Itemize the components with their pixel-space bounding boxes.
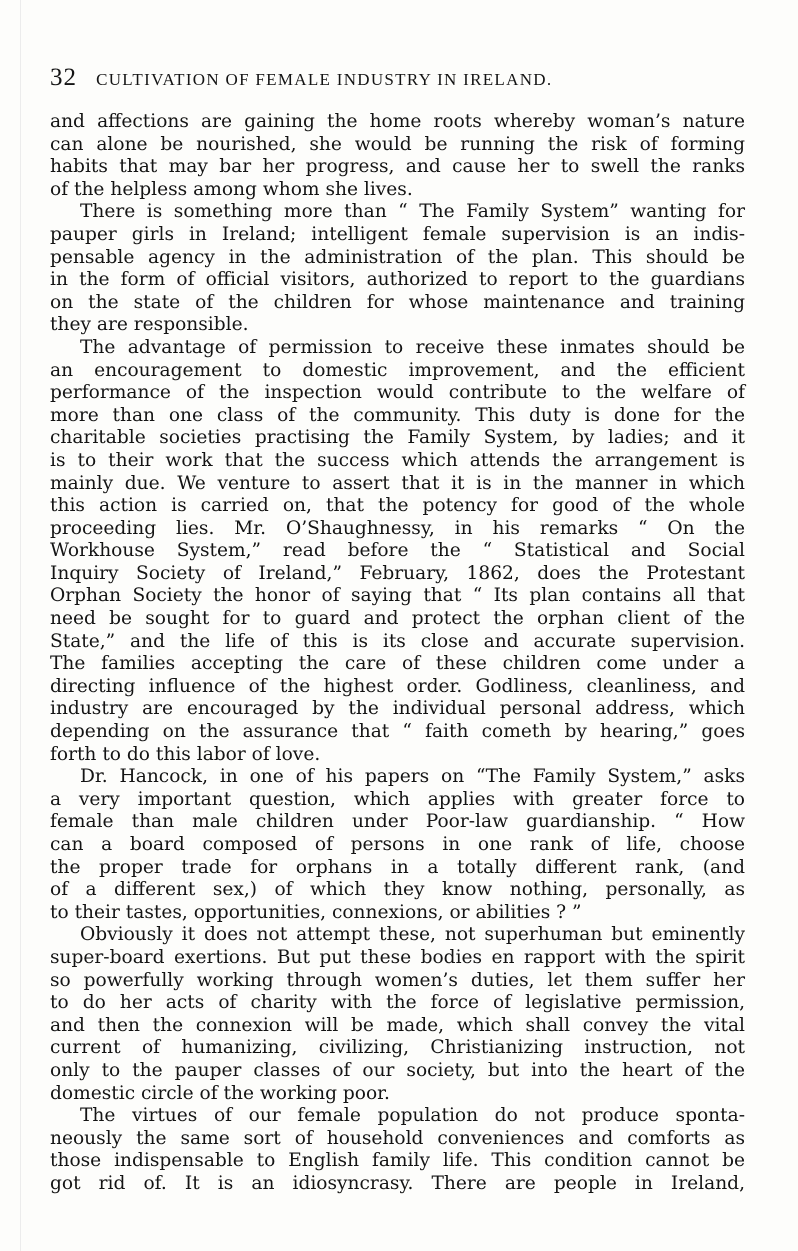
text-line: of a different sex,) of which they know nothing, personally, as: [50, 879, 745, 901]
text-line: a very important question, which applies with greater force to: [50, 788, 745, 810]
text-line: pensable agency in the administration of the plan. This should be: [50, 246, 745, 268]
text-line: Dr. Hancock, in one of his papers on “The Family System,” asks: [80, 766, 745, 788]
text-line: the proper trade for orphans in a totally different rank, (and: [50, 856, 745, 878]
text-line: only to the pauper classes of our society, but into the heart of the: [50, 1059, 745, 1081]
text-line: female than male children under Poor-law guardianship. “ How: [50, 811, 745, 833]
text-line: Inquiry Society of Ireland,” February, 1862, does the Protestant: [50, 562, 745, 584]
text-line: need be sought for to guard and protect the orphan client of the: [50, 608, 745, 630]
text-line: is to their work that the success which attends the arrangement is: [50, 449, 745, 471]
text-line: can a board composed of persons in one rank of life, choose: [50, 834, 745, 855]
text-line: to do her acts of charity with the force of legislative permission,: [50, 992, 745, 1014]
text-line: those indispensable to English family life. This condition cannot be: [50, 1150, 745, 1172]
text-line: The families accepting the care of these children come under a: [50, 653, 745, 675]
text-line: in the form of official visitors, authorized to report to the guardians: [50, 269, 745, 291]
text-line: charitable societies practising the Family System, by ladies; and it: [50, 427, 745, 449]
text-line: and then the connexion will be made, which shall convey the vital: [50, 1014, 745, 1036]
text-line: pauper girls in Ireland; intelligent female supervision is an indis-: [50, 223, 745, 245]
text-line: super-board exertions. But put these bodies en rapport with the spirit: [50, 946, 745, 968]
text-line: The virtues of our female population do not produce sponta-: [80, 1105, 745, 1127]
text-line: and affections are gaining the home roots whereby woman’s nature: [50, 111, 745, 132]
text-line: performance of the inspection would contribute to the welfare of: [50, 382, 745, 404]
text-line: neously the same sort of household conveniences and comforts as: [50, 1127, 745, 1149]
text-line: Orphan Society the honor of saying that “ Its plan contains all that: [50, 585, 745, 607]
text-line: The advantage of permission to receive these inmates should be: [80, 336, 745, 358]
text-line: industry are encouraged by the individual personal address, which: [50, 698, 745, 720]
text-line: this action is carried on, that the potency for good of the whole: [50, 495, 745, 517]
text-line: they are responsible.: [50, 314, 249, 336]
text-line: mainly due. We venture to assert that it is in the manner in which: [50, 472, 745, 494]
text-line: on the state of the children for whose maintenance and training: [50, 291, 745, 313]
text-line: directing influence of the highest order. Godliness, cleanliness, and: [50, 675, 745, 697]
text-line: so powerfully working through women’s duties, let them suffer her: [50, 969, 745, 991]
text-line: an encouragement to domestic improvement, and the efficient: [50, 359, 745, 381]
text-line: more than one class of the community. This duty is done for the: [50, 404, 745, 426]
page-edge-line: [20, 0, 21, 1251]
text-line: There is something more than “ The Family System” wanting for: [80, 201, 745, 223]
text-line: forth to do this labor of love.: [50, 743, 321, 765]
text-line: depending on the assurance that “ faith cometh by hearing,” goes: [50, 721, 745, 743]
page-header: [50, 64, 750, 94]
text-line: of the helpless among whom she lives.: [50, 178, 413, 200]
body-text: [50, 111, 745, 1196]
text-line: to their tastes, opportunities, connexions, or abilities ? ”: [50, 901, 582, 923]
text-line: got rid of. It is an idiosyncrasy. There are people in Ireland,: [50, 1172, 745, 1194]
text-line: State,” and the life of this is its close and accurate supervision.: [50, 630, 745, 652]
text-line: domestic circle of the working poor.: [50, 1082, 390, 1104]
text-line: can alone be nourished, she would be running the risk of forming: [50, 133, 745, 155]
text-line: Obviously it does not attempt these, not superhuman but eminently: [80, 924, 745, 946]
text-line: Workhouse System,” read before the “ Statistical and Social: [50, 540, 745, 562]
page-number: 32: [50, 64, 77, 91]
running-head: CULTIVATION OF FEMALE INDUSTRY IN IRELAND.: [96, 70, 553, 89]
text-line: habits that may bar her progress, and cause her to swell the ranks: [50, 156, 745, 178]
text-line: current of humanizing, civilizing, Christianizing instruction, not: [50, 1037, 745, 1059]
text-line: proceeding lies. Mr. O’Shaughnessy, in his remarks “ On the: [50, 517, 745, 539]
